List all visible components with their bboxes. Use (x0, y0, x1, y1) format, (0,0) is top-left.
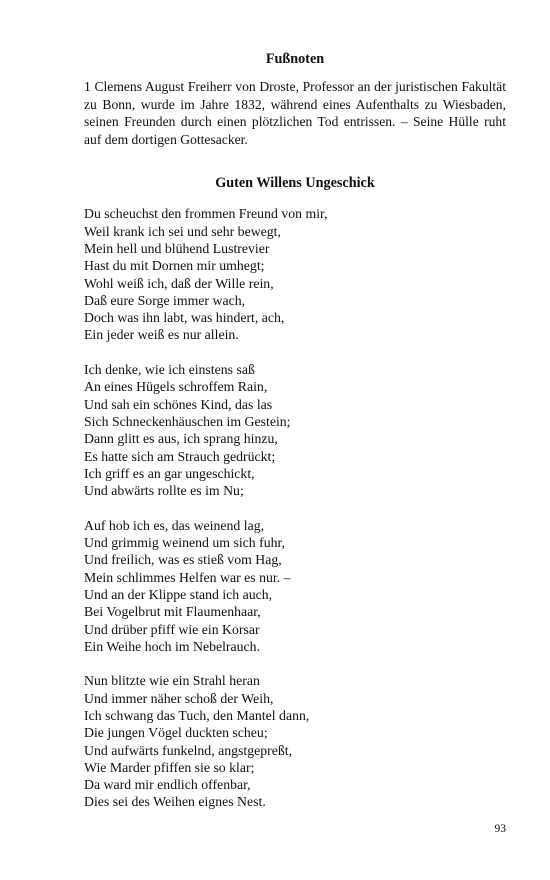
poem-line: Und drüber pfiff wie ein Korsar (84, 621, 260, 637)
poem-line: Du scheuchst den frommen Freund von mir, (84, 206, 328, 222)
poem-line: Bei Vogelbrut mit Flaumenhaar, (84, 604, 261, 620)
poem-line: Mein schlimmes Helfen war es nur. – (84, 569, 291, 585)
stanza (84, 672, 506, 810)
poem-line: Weil krank ich sei und sehr bewegt, (84, 223, 281, 239)
poem-line: Die jungen Vögel duckten scheu; (84, 725, 268, 741)
poem-line: Und abwärts rollte es im Nu; (84, 483, 244, 499)
poem-line: Ein Weihe hoch im Nebelrauch. (84, 638, 261, 654)
poem-title: Guten Willens Ungeschick (215, 175, 375, 192)
poem-line: Sich Schneckenhäuschen im Gestein; (84, 413, 291, 429)
poem-line: Und freilich, was es stieß vom Hag, (84, 552, 282, 568)
poem-line: Und an der Klippe stand ich auch, (84, 586, 273, 602)
poem-line: Und aufwärts funkelnd, angstgepreßt, (84, 742, 293, 758)
stanza (84, 361, 506, 499)
poem-line: Dann glitt es aus, ich sprang hinzu, (84, 431, 278, 447)
stanza (84, 517, 506, 655)
poem-line: Auf hob ich es, das weinend lag, (84, 517, 265, 533)
poem-line: Doch was ihn labt, was hindert, ach, (84, 310, 285, 326)
poem-body (84, 205, 506, 810)
footnotes-heading: Fußnoten (265, 51, 325, 67)
poem-line: Und sah ein schönes Kind, das las (84, 396, 273, 412)
poem-line: Und immer näher schoß der Weih, (84, 690, 274, 706)
poem-line: Ich griff es an gar ungeschickt, (84, 465, 255, 481)
poem-line: Mein hell und blühend Lustrevier (84, 240, 270, 256)
poem-line: Ein jeder weiß es nur allein. (84, 327, 239, 343)
poem-line: An eines Hügels schroffem Rain, (84, 379, 268, 395)
poem-line: Wie Marder pfiffen sie so klar; (84, 759, 255, 775)
poem-line: Wohl weiß ich, daß der Wille rein, (84, 275, 274, 291)
poem-line: Da ward mir endlich offenbar, (84, 777, 251, 793)
footnote-text: 1 Clemens August Freiherr von Droste, Professor an der juristischen Fakultät zu Bonn, wurde im Jahre 1832, während eines Aufenthalts zu Wiesbaden, seinen Freunden durch einen plötzlichen Tod entrissen. – Seine Hülle ruht auf dem dortigen Gottesacker. (84, 79, 506, 147)
page-number: 93 (494, 823, 506, 835)
stanza (84, 205, 506, 343)
poem-line: Ich denke, wie ich einstens saß (84, 362, 255, 378)
page-content (84, 50, 506, 811)
poem-line: Und grimmig weinend um sich fuhr, (84, 535, 286, 551)
poem-line: Hast du mit Dornen mir umhegt; (84, 258, 265, 274)
poem-line: Ich schwang das Tuch, den Mantel dann, (84, 707, 310, 723)
poem-line: Dies sei des Weihen eignes Nest. (84, 794, 266, 810)
poem-line: Daß eure Sorge immer wach, (84, 292, 246, 308)
poem-line: Nun blitzte wie ein Strahl heran (84, 673, 260, 689)
poem-line: Es hatte sich am Strauch gedrückt; (84, 448, 276, 464)
